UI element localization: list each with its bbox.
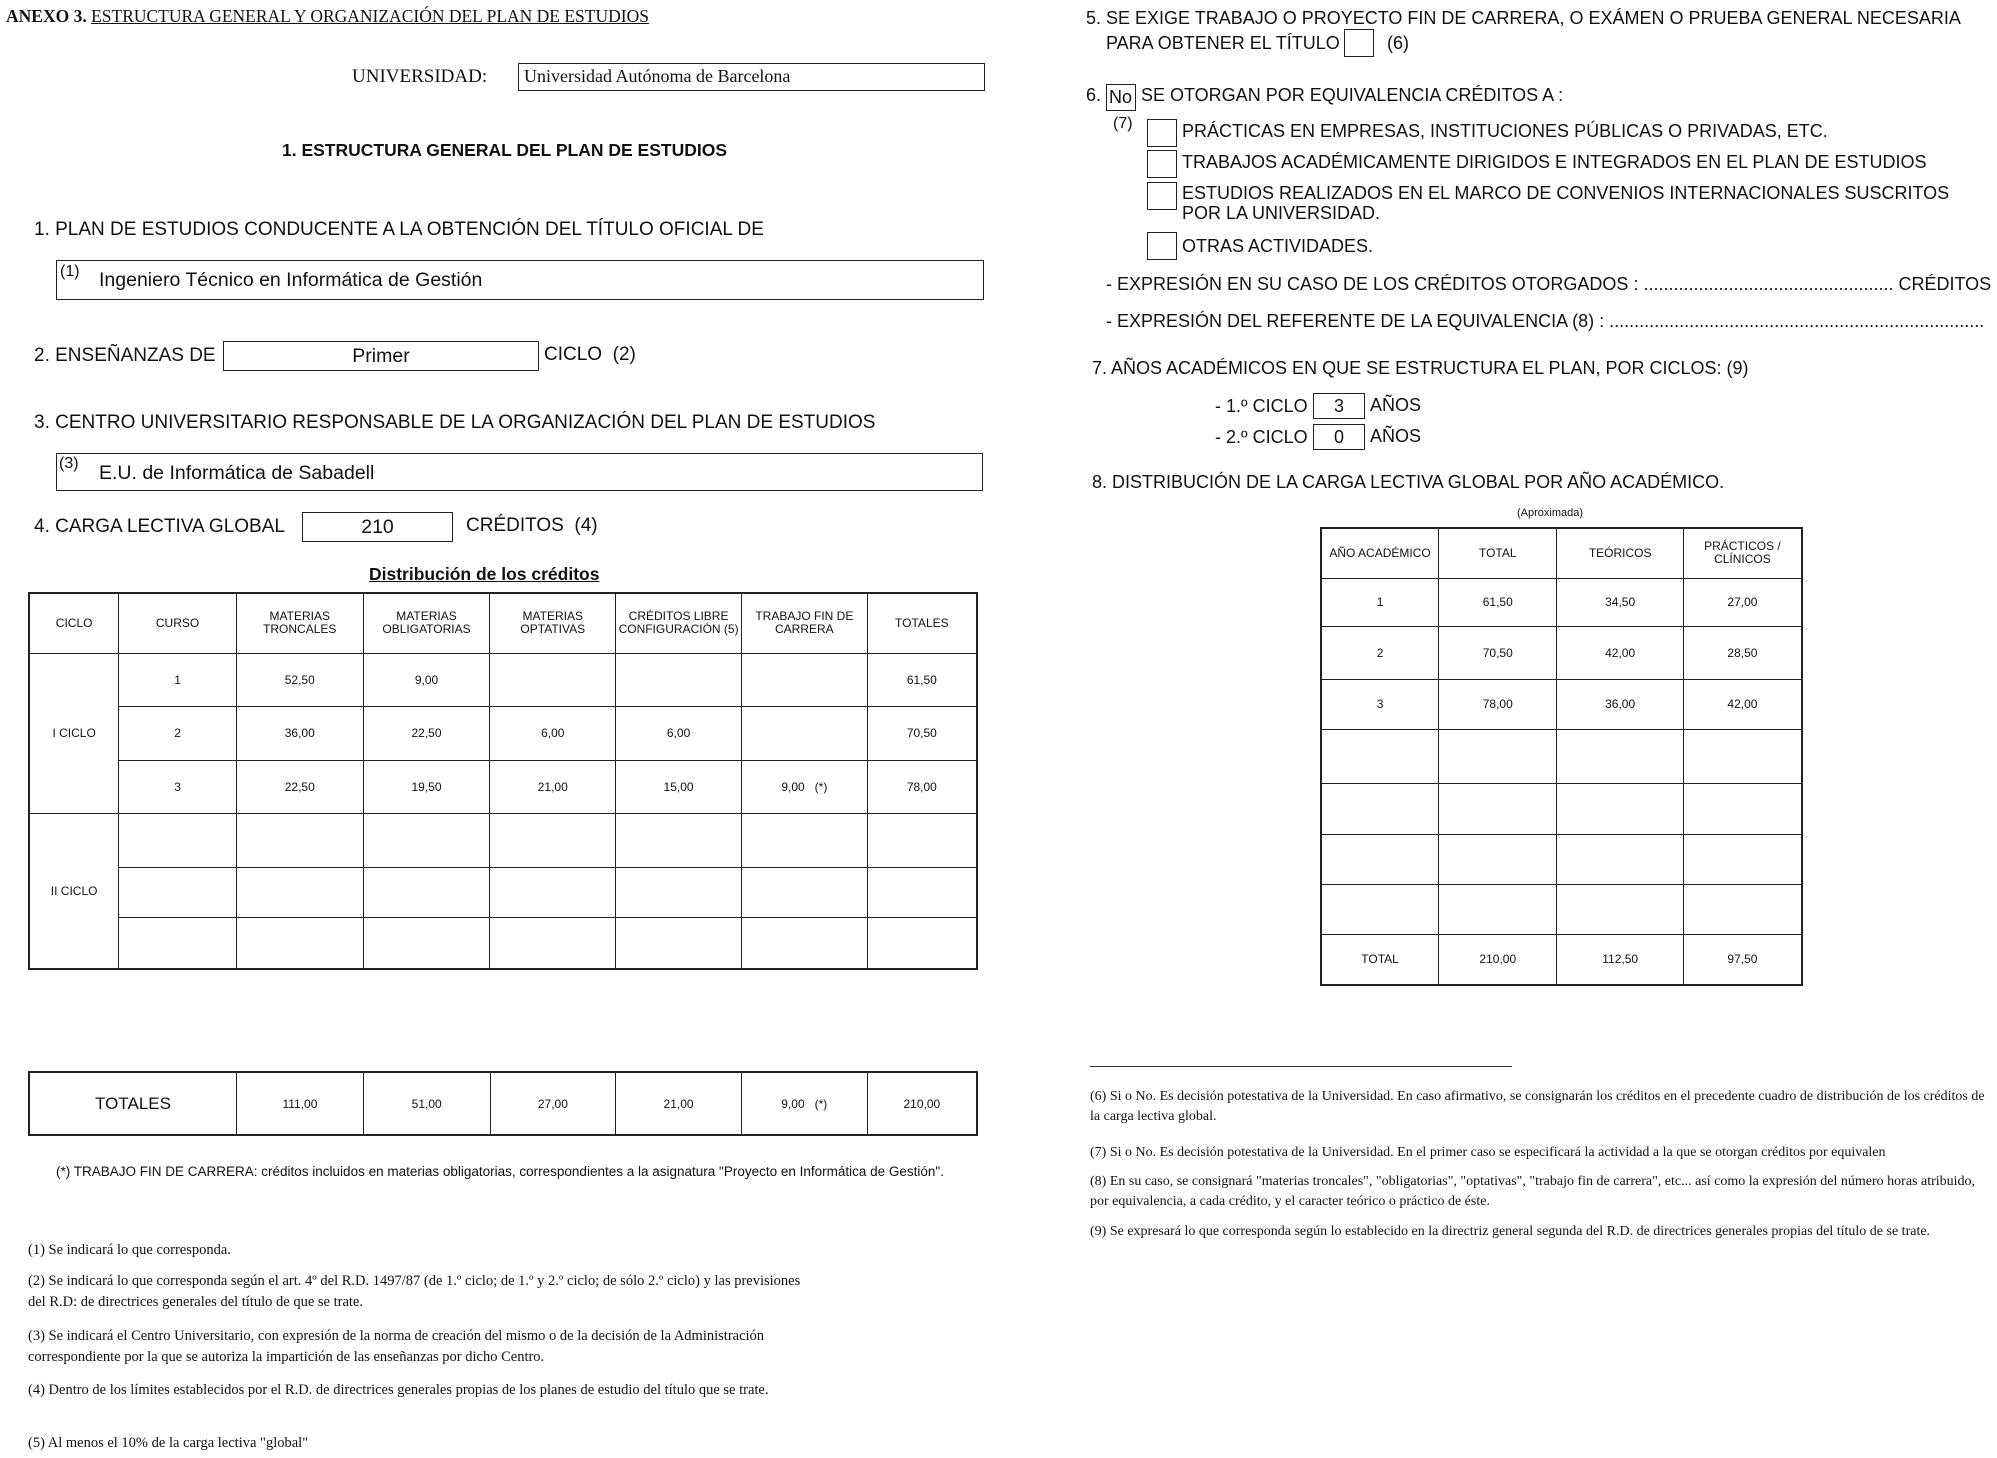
table-cell: 22,50 [363, 706, 490, 760]
table-row [29, 813, 977, 867]
table-cell: 34,50 [1557, 578, 1683, 626]
item5-note: (6) [1387, 33, 1409, 53]
table-cell: 1 [1321, 578, 1439, 626]
universidad-value: Universidad Autónoma de Barcelona [524, 66, 791, 86]
item1-note: (1) [60, 263, 80, 280]
col-header: CRÉDITOS LIBRE CONFIGURACIÓN (5) [616, 593, 742, 653]
annex-title: ESTRUCTURA GENERAL Y ORGANIZACIÓN DEL PLAN DE ESTUDIOS [91, 6, 649, 26]
item8-note: (Aproximada) [1517, 507, 1584, 519]
table-row [29, 917, 977, 969]
item7-label: 7. AÑOS ACADÉMICOS EN QUE SE ESTRUCTURA EL PLAN, POR CICLOS: (9) [1092, 358, 1749, 378]
footnote-4: (4) Dentro de los límites establecidos por el R.D. de directrices generales propias de los planes de estudio del título que se trate. [28, 1382, 769, 1398]
item5-line1: 5. SE EXIGE TRABAJO O PROYECTO FIN DE CARRERA, O EXÁMEN O PRUEBA GENERAL NECESARIA [1086, 8, 1961, 28]
table-total-row [1321, 934, 1802, 985]
expr-creditos: - EXPRESIÓN EN SU CASO DE LOS CRÉDITOS OTORGADOS : .................................................. CRÉDITOS [1106, 274, 1992, 294]
footnote-7: (7) Si o No. Es decisión potestativa de la Universidad. En el primer caso se especificará la actividad a la que se otorgan créditos por equivalen [1090, 1145, 1886, 1160]
option-label-practicas: PRÁCTICAS EN EMPRESAS, INSTITUCIONES PÚBLICAS O PRIVADAS, ETC. [1182, 121, 1828, 141]
item2-value: Primer [352, 345, 410, 367]
table-row [29, 760, 977, 813]
item4-suffix: CRÉDITOS (4) [466, 515, 598, 536]
item1-label: 1. PLAN DE ESTUDIOS CONDUCENTE A LA OBTENCIÓN DEL TÍTULO OFICIAL DE [34, 219, 764, 240]
ciclo-cell: II CICLO [29, 813, 119, 969]
table-cell: 22,50 [236, 760, 363, 813]
table-cell: 97,50 [1683, 934, 1802, 985]
ciclo2-unit: AÑOS [1370, 426, 1422, 446]
item3-value: E.U. de Informática de Sabadell [99, 462, 375, 484]
dist-title: Distribución de los créditos [369, 564, 600, 584]
asterisk-note: (*) TRABAJO FIN DE CARRERA: créditos incluidos en materias obligatorias, correspondientes a la asignatura "Proyecto en Informática de Gestión". [56, 1164, 944, 1179]
table-cell: 52,50 [236, 653, 363, 706]
table-cell: 27,00 [490, 1072, 616, 1135]
table-cell: 210,00 [867, 1072, 977, 1135]
annex-prefix: ANEXO 3. [6, 6, 87, 26]
table-cell: 42,00 [1557, 626, 1683, 679]
footnote-6: (6) Si o No. Es decisión potestativa de la Universidad. En caso afirmativo, se consignarán los créditos en el precedente cuadro de distribución de los créditos de la carga lectiva global. [1090, 1089, 1985, 1124]
table-header-row [1321, 528, 1802, 578]
item4-label: 4. CARGA LECTIVA GLOBAL [34, 516, 285, 537]
table-cell: 210,00 [1439, 934, 1557, 985]
totals-table [28, 1071, 978, 1136]
ciclo1-label: - 1.º CICLO [1215, 396, 1308, 416]
table-row [1321, 578, 1802, 626]
table-cell: 19,50 [363, 760, 490, 813]
table-cell: 1 [119, 653, 237, 706]
item4-value: 210 [361, 516, 394, 538]
col-header: CICLO [29, 593, 119, 653]
option-checkbox-trabajos[interactable] [1147, 150, 1177, 178]
table-cell: 21,00 [490, 760, 616, 813]
universidad-field[interactable] [518, 63, 985, 91]
item2-label: 2. ENSEÑANZAS DE [34, 345, 216, 366]
table-cell: 9,00 (*) [742, 760, 868, 813]
table-cell: 6,00 [616, 706, 742, 760]
year-distribution-table [1320, 527, 1803, 986]
annex-heading [6, 6, 649, 27]
table-row [29, 706, 977, 760]
col-header: TEÓRICOS [1557, 528, 1683, 578]
col-header: AÑO ACADÉMICO [1321, 528, 1439, 578]
table-cell: 3 [1321, 679, 1439, 729]
title-field[interactable] [56, 260, 984, 300]
col-header: TOTAL [1439, 528, 1557, 578]
universidad-label: UNIVERSIDAD: [352, 66, 488, 87]
item3-note: (3) [59, 455, 79, 472]
footnote-3: (3) Se indicará el Centro Universitario, con expresión de la norma de creación del mismo o de la decisión de la Administración correspondiente por la que se autoriza la impartición de las enseñanzas por dicho Centro. [28, 1328, 765, 1365]
table-row [29, 653, 977, 706]
credit-distribution-table [28, 592, 978, 970]
table-cell: 70,50 [1439, 626, 1557, 679]
option-label-convenios: ESTUDIOS REALIZADOS EN EL MARCO DE CONVENIOS INTERNACIONALES SUSCRITOS POR LA UNIVERSIDAD. [1182, 183, 1950, 223]
footnote-2: (2) Se indicará lo que corresponda según el art. 4º del R.D. 1497/87 (de 1.º ciclo; de 1.º y 2.º ciclo; de sólo 2.º ciclo) y las previsiones del R.D: de directrices generales del título de que se trate. [28, 1273, 801, 1310]
table-cell: 3 [119, 760, 237, 813]
col-header: TOTALES [867, 593, 977, 653]
footnote-8: (8) En su caso, se consignará "materias troncales", "obligatorias", "optativas", "trabajo fin de carrera", etc... así como la expresión del número horas atribuido, por equivalencia, a cada crédito, y el caracter teórico o práctico de éste. [1090, 1174, 1976, 1209]
item5-line2: PARA OBTENER EL TÍTULO [1106, 33, 1340, 53]
footnote-5: (5) Al menos el 10% de la carga lectiva "global" [28, 1435, 309, 1451]
col-header: MATERIAS TRONCALES [236, 593, 363, 653]
ciclo2-label: - 2.º CICLO [1215, 427, 1308, 447]
col-header: PRÁCTICOS / CLÍNICOS [1683, 528, 1802, 578]
table-cell: 61,50 [867, 653, 977, 706]
ciclo1-value: 3 [1333, 396, 1344, 416]
ciclo1-unit: AÑOS [1370, 395, 1422, 415]
table-cell: 36,00 [1557, 679, 1683, 729]
table-cell: 61,50 [1439, 578, 1557, 626]
col-header: MATERIAS OBLIGATORIAS [363, 593, 490, 653]
item6-label: SE OTORGAN POR EQUIVALENCIA CRÉDITOS A : [1141, 85, 1564, 105]
table-row [1321, 626, 1802, 679]
table-cell: 51,00 [363, 1072, 490, 1135]
option-checkbox-convenios[interactable] [1147, 182, 1177, 210]
table-cell: 9,00 [363, 653, 490, 706]
table-cell: 27,00 [1683, 578, 1802, 626]
item8-label: 8. DISTRIBUCIÓN DE LA CARGA LECTIVA GLOBAL POR AÑO ACADÉMICO. [1092, 472, 1725, 492]
ciclo1-years-field[interactable] [1313, 393, 1365, 419]
expr-referente: - EXPRESIÓN DEL REFERENTE DE LA EQUIVALENCIA (8) : ........................................................................... [1106, 311, 1985, 331]
table-cell: 112,50 [1557, 934, 1683, 985]
table-cell: 2 [119, 706, 237, 760]
section-title: 1. ESTRUCTURA GENERAL DEL PLAN DE ESTUDIOS [282, 140, 728, 160]
col-header: CURSO [119, 593, 237, 653]
table-cell: 9,00 (*) [741, 1072, 867, 1135]
option-checkbox-practicas[interactable] [1147, 119, 1177, 147]
carga-field[interactable] [302, 512, 453, 542]
table-cell: 6,00 [490, 706, 616, 760]
table-cell: 15,00 [616, 760, 742, 813]
ciclo2-value: 0 [1333, 427, 1344, 447]
table-cell: TOTAL [1321, 934, 1439, 985]
table-cell: 78,00 [1439, 679, 1557, 729]
item2-suffix: CICLO (2) [544, 344, 636, 365]
table-cell [742, 706, 868, 760]
col-header: TRABAJO FIN DE CARRERA [742, 593, 868, 653]
table-cell: 111,00 [237, 1072, 364, 1135]
table-cell: 2 [1321, 626, 1439, 679]
option-label-otras: OTRAS ACTIVIDADES. [1182, 236, 1374, 256]
option-label-trabajos: TRABAJOS ACADÉMICAMENTE DIRIGIDOS E INTEGRADOS EN EL PLAN DE ESTUDIOS [1182, 152, 1927, 172]
ciclo-field[interactable] [223, 341, 539, 371]
table-header-row [29, 593, 977, 653]
table-cell [742, 653, 868, 706]
option-checkbox-otras[interactable] [1147, 232, 1177, 260]
footnote-9: (9) Se expresará lo que corresponda según lo establecido en la directriz general segunda del R.D. de directrices generales propias del título de se trate. [1090, 1224, 1931, 1239]
table-cell: 28,50 [1683, 626, 1802, 679]
table-row [1321, 679, 1802, 729]
item6-value: No [1109, 87, 1133, 107]
equivalence-answer-box[interactable] [1106, 84, 1136, 111]
item6-note: (7) [1113, 115, 1133, 132]
table-cell [490, 653, 616, 706]
table-cell: 21,00 [616, 1072, 742, 1135]
item6-prefix: 6. [1086, 85, 1102, 105]
item1-value: Ingeniero Técnico en Informática de Gestión [99, 269, 483, 291]
table-cell: 78,00 [867, 760, 977, 813]
table-cell [616, 653, 742, 706]
totals-label: TOTALES [29, 1072, 237, 1135]
table-cell: 70,50 [867, 706, 977, 760]
footnote-divider [1090, 1066, 1512, 1067]
table-cell: 42,00 [1683, 679, 1802, 729]
centro-field[interactable] [56, 453, 983, 491]
footnote-1: (1) Se indicará lo que corresponda. [28, 1242, 231, 1258]
table-row [29, 867, 977, 917]
ciclo-cell: I CICLO [29, 653, 119, 813]
table-cell: 36,00 [236, 706, 363, 760]
title-exam-checkbox[interactable] [1344, 29, 1374, 57]
item3-label: 3. CENTRO UNIVERSITARIO RESPONSABLE DE LA ORGANIZACIÓN DEL PLAN DE ESTUDIOS [34, 412, 876, 433]
totals-row [29, 1072, 977, 1135]
col-header: MATERIAS OPTATIVAS [490, 593, 616, 653]
ciclo2-years-field[interactable] [1313, 424, 1365, 450]
